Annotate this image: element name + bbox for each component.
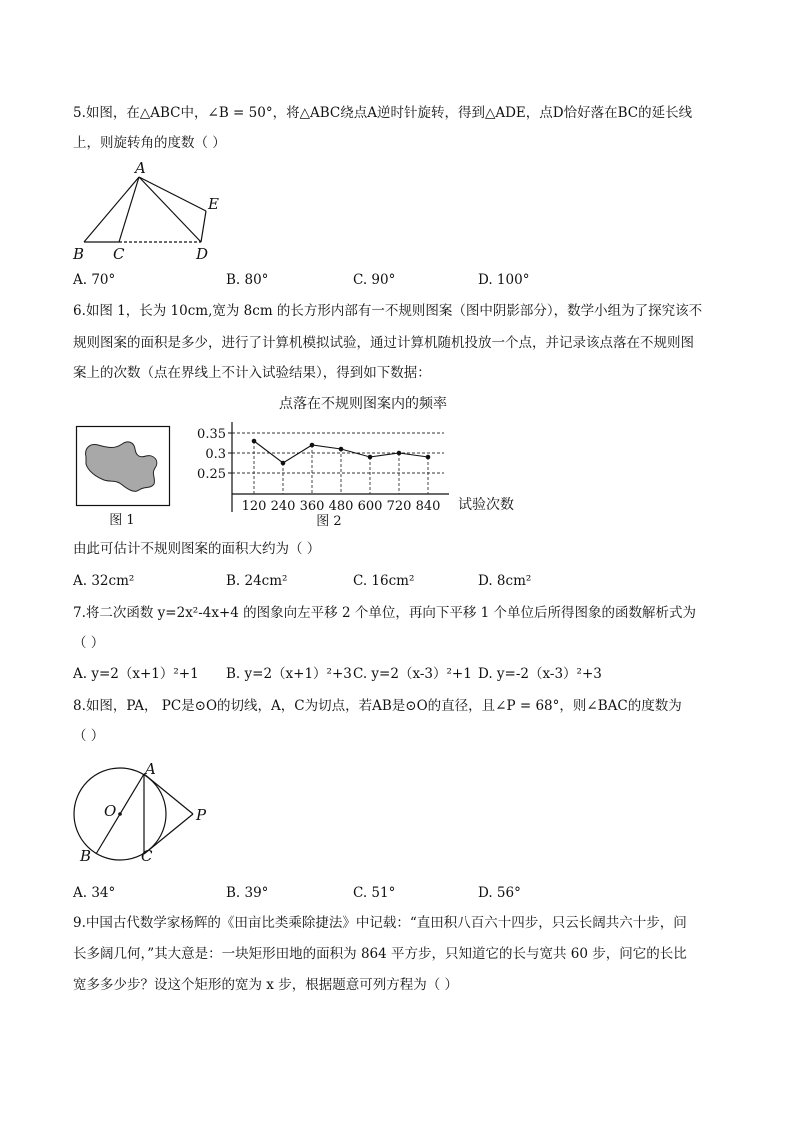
y-tick-label: 0.3 (205, 447, 226, 462)
q5-label-e: E (208, 195, 219, 213)
q9-text-line2: 长多阔几何，”其大意是：一块矩形田地的面积为 864 平方步，只知道它的长与宽共 60 步，问它的长比 (73, 946, 687, 962)
q7-text-line2: （ ） (73, 635, 105, 651)
q6-figure1 (76, 426, 176, 528)
q5-text-line2: 上，则旋转角的度数（ ） (73, 135, 226, 151)
q5-option-d[interactable]: D. 100° (478, 272, 530, 288)
data-point (310, 443, 315, 448)
q9-text-line3: 宽多多少步？设这个矩形的宽为 x 步，根据题意可列方程为（ ） (73, 977, 458, 993)
q8-option-c[interactable]: C. 51° (353, 885, 396, 901)
q8-text-line2: （ ） (73, 728, 105, 744)
frequency-chart (196, 388, 526, 530)
q8-circle-figure (66, 758, 226, 868)
q8-text-line1: 8.如图，PA， PC是⊙O的切线，A，C为切点，若AB是⊙O的直径，且∠P = 68°，则∠BAC的度数为 (73, 698, 682, 714)
q7-option-b[interactable]: B. y=2（x+1）²+3 (226, 666, 352, 682)
q5-triangle-figure (70, 158, 240, 266)
q5-option-c[interactable]: C. 90° (353, 272, 396, 288)
data-point (252, 439, 257, 444)
q5-label-a: A (135, 159, 146, 177)
x-tick-label: 240 (270, 499, 296, 514)
q6-text-line1: 6.如图 1，长为 10cm,宽为 8cm 的长方形内部有一不规则图案（图中阴影部分），数学小组为了探究该不 (73, 303, 703, 319)
q6-text-line2: 规则图案的面积是多少，进行了计算机模拟试验，通过计算机随机投放一个点，并记录该点落在不规则图 (73, 335, 694, 351)
q5-option-b[interactable]: B. 80° (226, 272, 269, 288)
q6-option-a[interactable]: A. 32cm² (73, 573, 135, 589)
q5-text-line1: 5.如图，在△ABC中，∠B = 50°，将△ABC绕点A逆时针旋转，得到△ADE，点D恰好落在BC的延长线 (73, 105, 693, 121)
q5-label-d: D (196, 245, 209, 263)
fig2-caption: 图 2 (316, 514, 342, 529)
x-tick-label: 120 (241, 499, 267, 514)
q6-option-b[interactable]: B. 24cm² (226, 573, 288, 589)
q8-option-d[interactable]: D. 56° (478, 885, 521, 901)
x-tick-label: 720 (386, 499, 412, 514)
data-point (368, 455, 373, 460)
q6-option-d[interactable]: D. 8cm² (478, 573, 532, 589)
q6-option-c[interactable]: C. 16cm² (353, 573, 415, 589)
q7-option-c[interactable]: C. y=2（x-3）²+1 (353, 666, 472, 682)
x-axis-label: 试验次数 (458, 497, 514, 513)
q7-option-a[interactable]: A. y=2（x+1）²+1 (73, 666, 199, 682)
x-tick-label: 840 (415, 499, 441, 514)
x-tick-label: 480 (328, 499, 354, 514)
y-tick-label: 0.35 (197, 427, 226, 442)
q6-text-line3: 案上的次数（点在界线上不计入试验结果），得到如下数据： (73, 365, 431, 381)
q8-label-c: C (141, 847, 153, 865)
data-point (426, 455, 431, 460)
x-tick-label: 360 (299, 499, 325, 514)
q8-label-a: A (145, 760, 156, 778)
data-point (281, 461, 286, 466)
data-point (339, 447, 344, 452)
q8-option-a[interactable]: A. 34° (73, 885, 116, 901)
q6-question: 由此可估计不规则图案的面积大约为（ ） (73, 541, 321, 557)
x-tick-label: 600 (357, 499, 383, 514)
q8-label-b: B (80, 847, 92, 865)
q5-option-a[interactable]: A. 70° (73, 272, 116, 288)
q5-label-c: C (113, 245, 125, 263)
data-point (397, 451, 402, 456)
q7-text-line1: 7.将二次函数 y=2x²-4x+4 的图象向左平移 2 个单位，再向下平移 1 个单位后所得图象的函数解析式为 (73, 605, 697, 621)
q5-label-b: B (73, 245, 85, 263)
q8-label-o: O (104, 802, 117, 820)
q7-option-d[interactable]: D. y=-2（x-3）²+3 (478, 666, 602, 682)
q9-text-line1: 9.中国古代数学家杨辉的《田亩比类乘除捷法》中记载：“直田积八百六十四步，只云长阔共六十步，问 (73, 915, 687, 931)
q8-option-b[interactable]: B. 39° (226, 885, 269, 901)
fig1-caption: 图 1 (109, 513, 135, 528)
chart-title: 点落在不规则图案内的频率 (279, 396, 447, 412)
q8-label-p: P (196, 806, 207, 824)
y-tick-label: 0.25 (197, 467, 226, 482)
